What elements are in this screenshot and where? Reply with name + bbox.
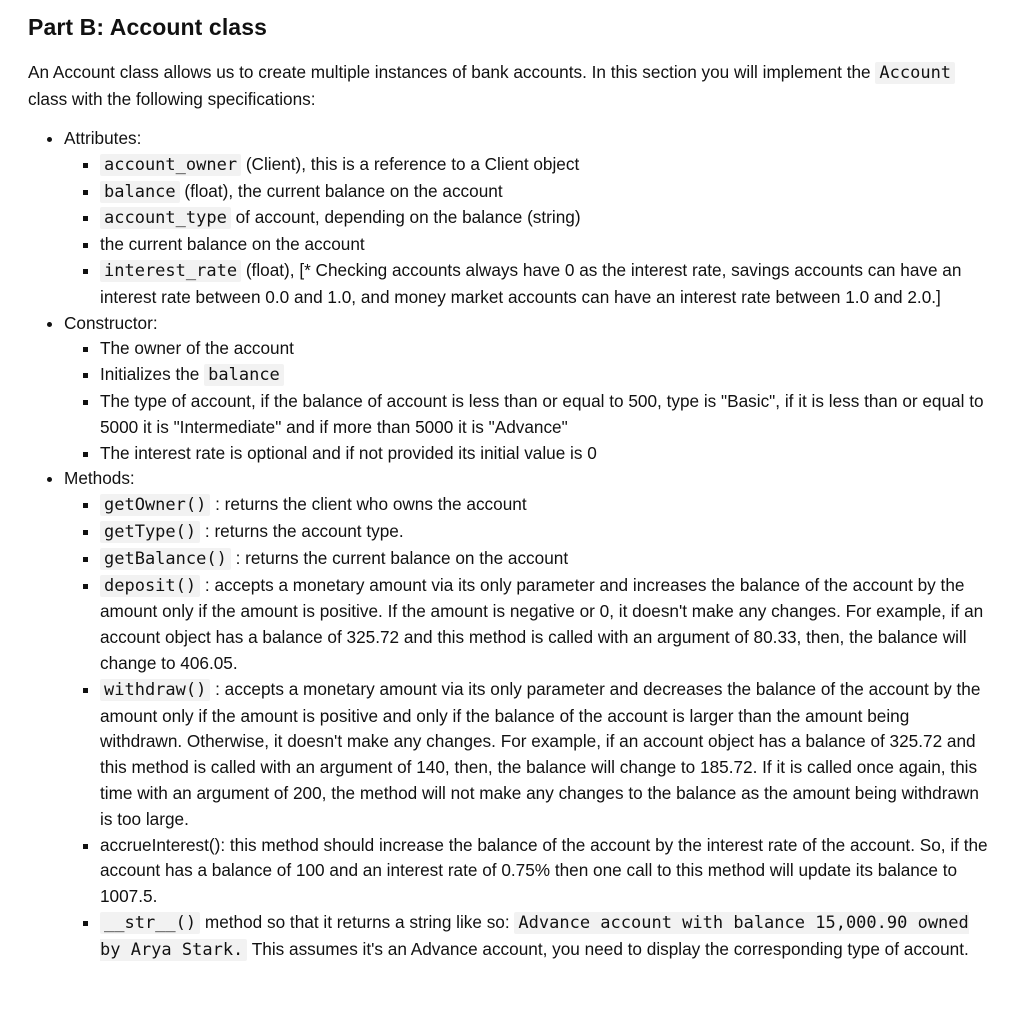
methods-list	[64, 492, 996, 963]
attr-code: account_owner	[100, 154, 241, 176]
list-item	[100, 362, 996, 389]
attributes-list	[64, 152, 996, 311]
intro-paragraph	[28, 59, 996, 112]
attr-text: of account, depending on the balance (string)	[230, 207, 581, 228]
method-text: accrueInterest(): this method should increase the balance of the account by the interest rate of the account. So, if the account has a balance of 100 and an interest rate of 0.75% then one call to this method will update its balance to 1007.5.	[100, 834, 988, 907]
list-item	[100, 336, 996, 362]
intro-text-end: class with the following specifications:	[28, 89, 316, 109]
method-text: : returns the client who owns the account	[210, 494, 527, 515]
method-code: __str__()	[100, 912, 200, 934]
list-item	[100, 389, 996, 441]
ctor-text: The type of account, if the balance of account is less than or equal to 500, type is "Basic", if it is less than or equal to 5000 it is "Intermediate" and if more than 5000 it is "Advance"	[100, 390, 984, 437]
attr-code: balance	[100, 181, 180, 203]
list-item	[100, 519, 996, 546]
ctor-text: The owner of the account	[100, 338, 294, 359]
method-text: : returns the current balance on the account	[230, 547, 569, 568]
method-text: : returns the account type.	[200, 520, 404, 541]
list-item	[100, 492, 996, 519]
attr-text: the current balance on the account	[100, 234, 365, 255]
list-item	[100, 546, 996, 573]
account-code: Account	[875, 62, 955, 84]
list-item	[100, 205, 996, 232]
list-item	[100, 258, 996, 311]
constructor-section	[64, 311, 996, 467]
list-item	[100, 232, 996, 258]
methods-label: Methods:	[64, 468, 135, 489]
list-item	[100, 910, 996, 964]
attr-text: (float), the current balance on the account	[179, 180, 503, 201]
attr-text: (float), [* Checking accounts always have 0 as the interest rate, savings accounts can have an interest rate between 0.0 and 1.0, and money market accounts can have an interest rate between 1.0 and 2.0.]	[100, 259, 962, 307]
method-text: : accepts a monetary amount via its only parameter and decreases the balance of the account by the amount only if the amount is positive and only if the balance of the account is larger than the amount being withdrawn. Otherwise, it doesn't make any changes. For example, if an account object has a balance of 325.72 and this method is called with an argument of 140, then, the balance will change to 185.72. If it is called once again, this time with an argument of 200, the method will not make any changes to the balance as the amount being withdrawn is too large.	[100, 678, 981, 829]
list-item	[100, 179, 996, 206]
list-item	[100, 152, 996, 179]
method-code: withdraw()	[100, 679, 210, 701]
attr-code: account_type	[100, 207, 231, 229]
spec-list	[28, 126, 996, 964]
constructor-label: Constructor:	[64, 312, 158, 333]
example-output-code: Advance account with balance 15,000.90 owned by Arya Stark.	[100, 912, 969, 960]
ctor-text: The interest rate is optional and if not provided its initial value is 0	[100, 442, 597, 463]
method-code: getOwner()	[100, 494, 210, 516]
method-text: method so that it returns a string like so:	[200, 911, 515, 932]
method-code: deposit()	[100, 575, 200, 597]
list-item	[100, 441, 996, 467]
constructor-list	[64, 336, 996, 466]
method-code: getType()	[100, 521, 200, 543]
methods-section	[64, 466, 996, 963]
attr-text: (Client), this is a reference to a Client object	[241, 153, 580, 174]
method-code: getBalance()	[100, 548, 231, 570]
list-item	[100, 833, 996, 910]
attributes-label: Attributes:	[64, 128, 142, 148]
attributes-section	[64, 126, 996, 311]
intro-text: An Account class allows us to create multiple instances of bank accounts. In this section you will implement the	[28, 62, 876, 82]
method-text: This assumes it's an Advance account, you need to display the corresponding type of account.	[247, 938, 969, 959]
attr-code: interest_rate	[100, 260, 241, 282]
method-text: : accepts a monetary amount via its only parameter and increases the balance of the account by the amount only if the amount is positive. If the amount is negative or 0, it doesn't make any changes. For example, if an account object has a balance of 325.72 and this method is called with an argument of 80.33, then, the balance will change to 406.05.	[100, 574, 984, 673]
page-title: Part B: Account class	[28, 14, 267, 40]
ctor-code: balance	[204, 364, 284, 386]
ctor-text: Initializes the	[100, 364, 205, 385]
list-item	[100, 677, 996, 833]
list-item	[100, 573, 996, 677]
